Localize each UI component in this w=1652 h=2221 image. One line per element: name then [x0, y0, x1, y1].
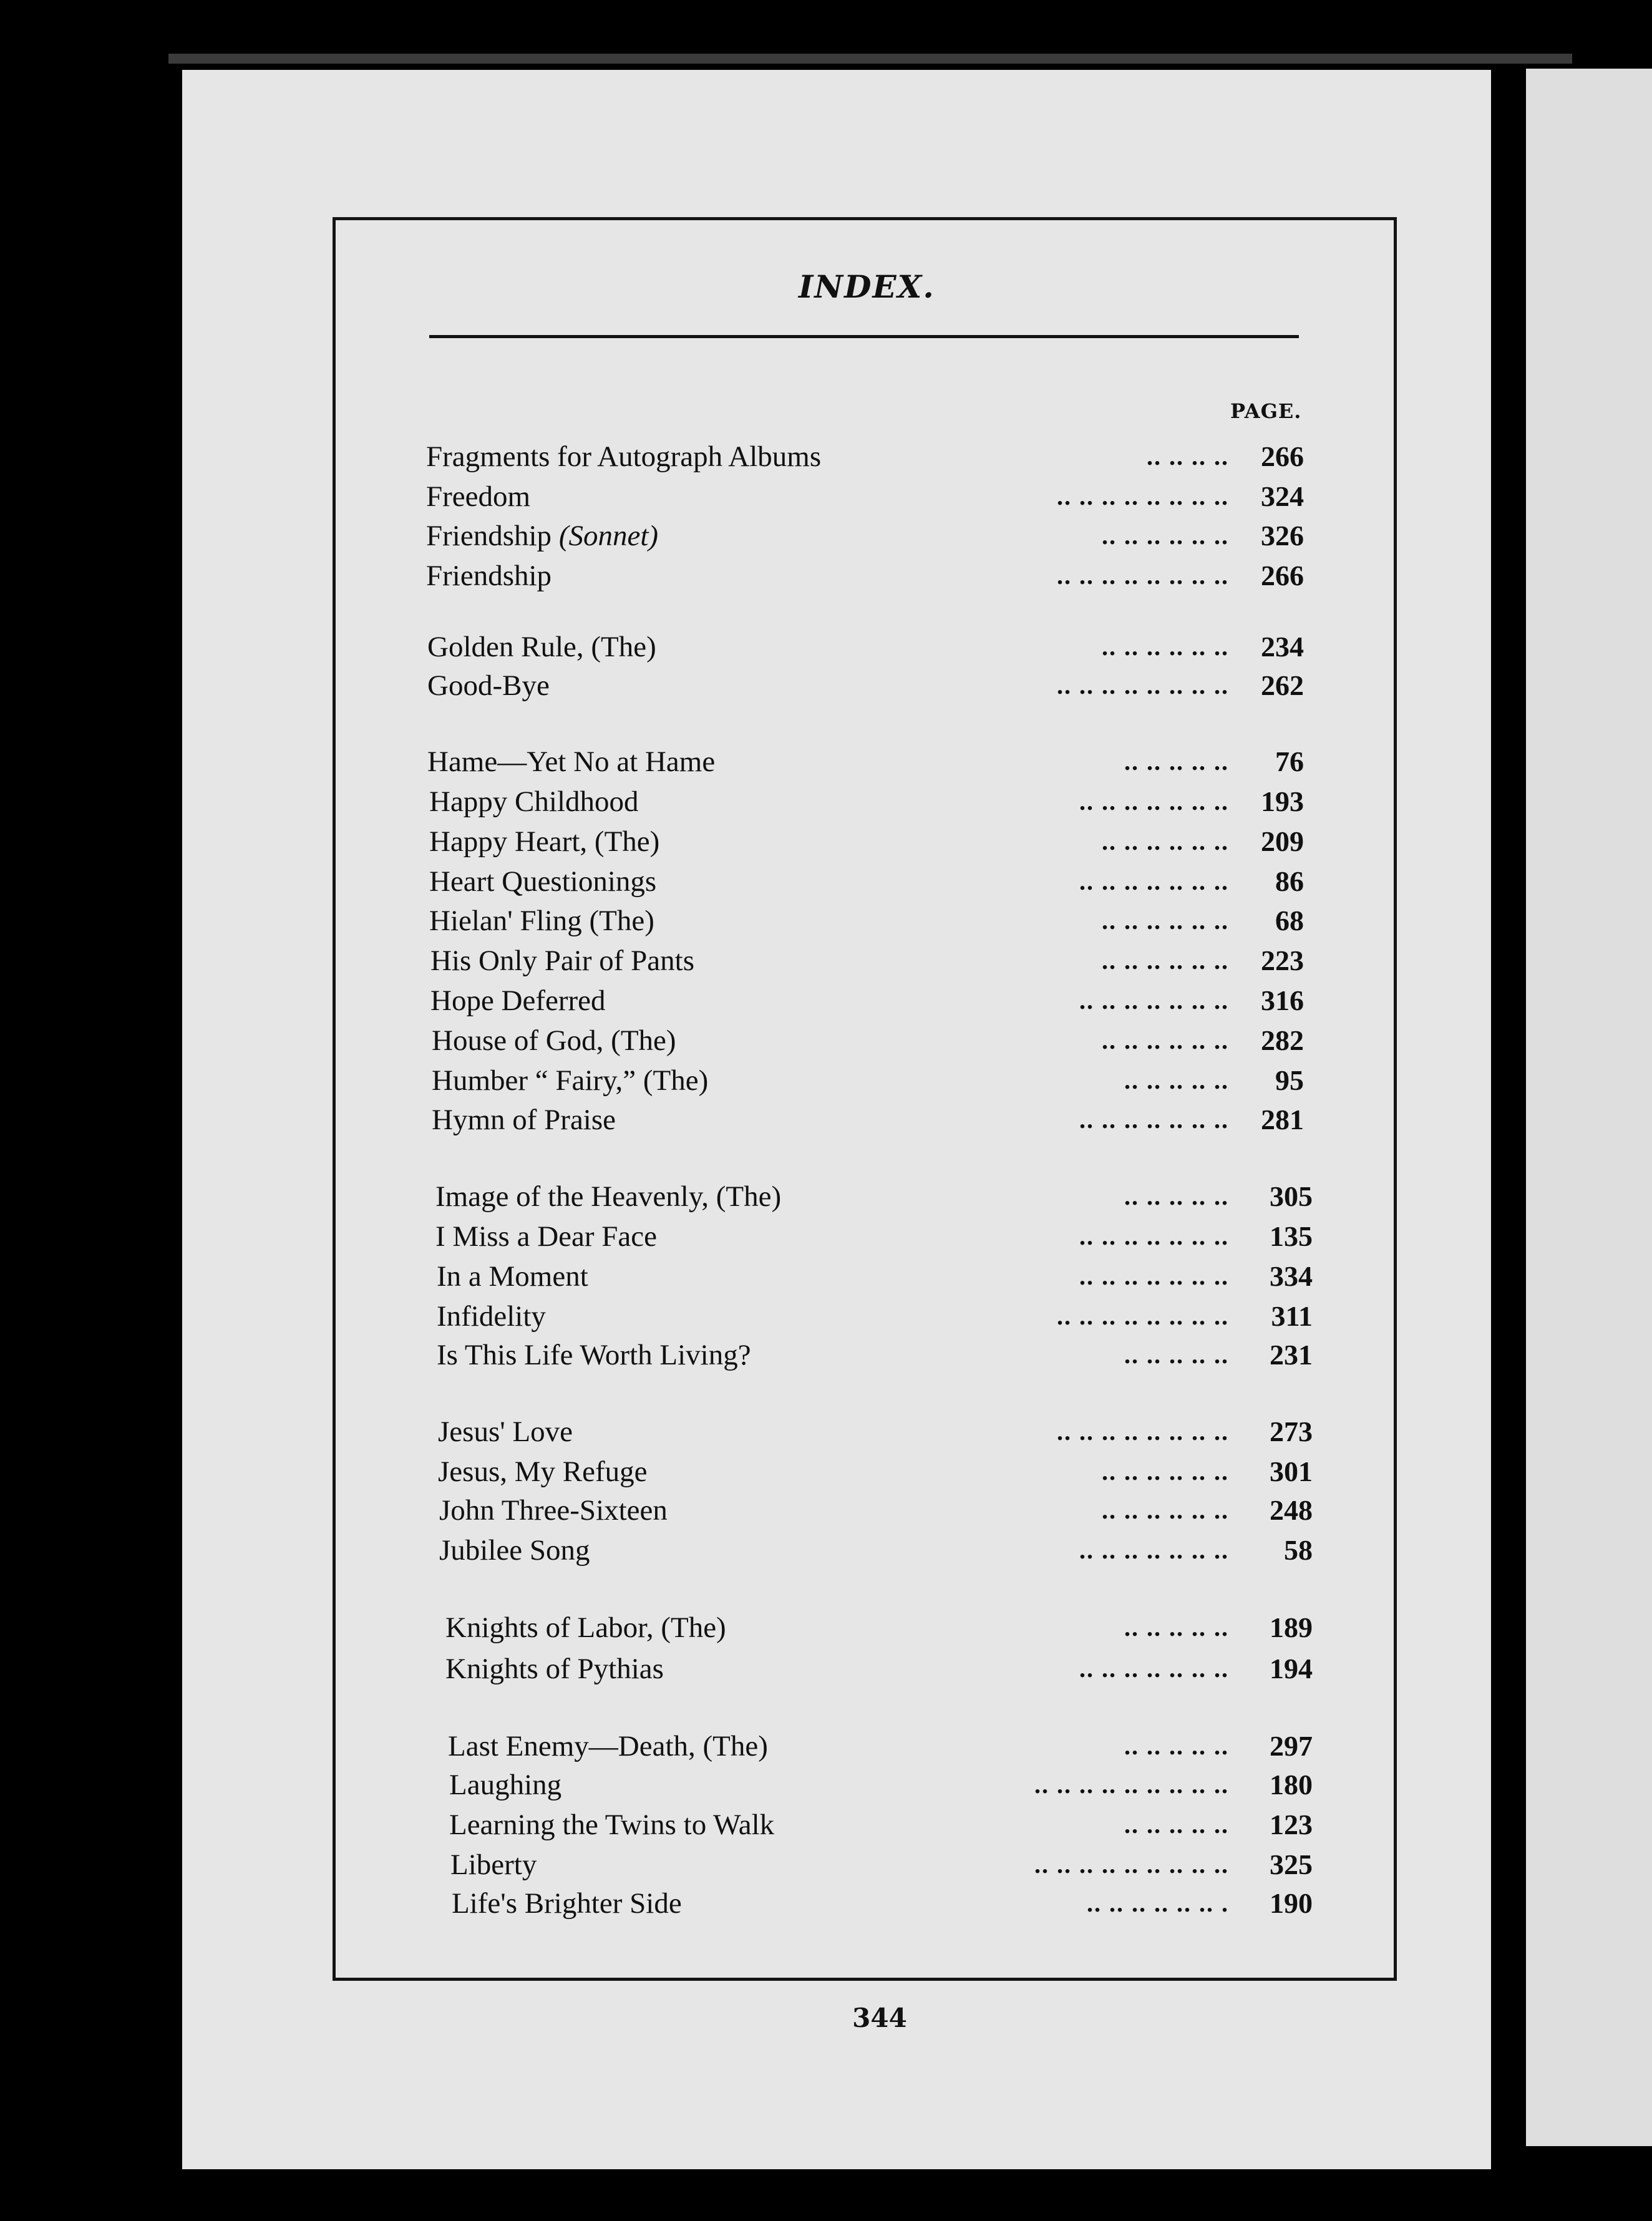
- entry-page-number: 209: [1261, 825, 1304, 857]
- entry-title: Jubilee Song: [439, 1534, 590, 1567]
- index-entry: [435, 1179, 1329, 1215]
- entry-title: Life's Brighter Side: [452, 1887, 682, 1920]
- entry-title: I Miss a Dear Face: [435, 1220, 657, 1253]
- entry-title: His Only Pair of Pants: [430, 945, 694, 977]
- dot-leader: .. .. .. .. .. .. .. .. ..: [1034, 1771, 1229, 1799]
- entry-title: Humber “ Fairy,” (The): [432, 1064, 709, 1097]
- index-entry: [429, 903, 1329, 939]
- index-entry: [426, 479, 1329, 515]
- adjacent-page-edge: [1526, 69, 1652, 2146]
- entry-page-number: 58: [1284, 1534, 1313, 1566]
- index-title: INDEX.: [799, 268, 935, 305]
- entry-title: Fragments for Autograph Albums: [426, 440, 822, 473]
- dot-leader: .. .. .. .. .. .. ..: [1079, 986, 1229, 1014]
- entry-page-number: 311: [1271, 1300, 1313, 1332]
- index-entry: [432, 1062, 1329, 1099]
- dot-leader: .. .. .. .. .. .. .: [1087, 1889, 1229, 1917]
- entry-title: Is This Life Worth Living?: [437, 1339, 751, 1371]
- entry-title: Happy Heart, (The): [429, 825, 660, 858]
- entry-page-number: 248: [1270, 1494, 1313, 1526]
- dot-leader: .. .. .. .. .. .. ..: [1079, 1222, 1229, 1250]
- entry-title: Image of the Heavenly, (The): [435, 1180, 782, 1213]
- dot-leader: .. .. .. .. ..: [1124, 747, 1229, 775]
- index-entry: [452, 1885, 1329, 1922]
- entry-page-number: 281: [1261, 1104, 1304, 1135]
- entry-page-number: 266: [1261, 560, 1304, 591]
- entry-page-number: 334: [1270, 1260, 1313, 1292]
- entry-page-number: 305: [1270, 1180, 1313, 1212]
- entry-page-number: 273: [1270, 1416, 1313, 1447]
- entry-page-number: 282: [1261, 1024, 1304, 1056]
- index-entry: [430, 943, 1329, 979]
- entry-page-number: 193: [1261, 785, 1304, 817]
- dot-leader: .. .. .. .. .. .. .. ..: [1057, 482, 1229, 510]
- entry-page-number: 316: [1261, 984, 1304, 1016]
- index-entry: [427, 629, 1329, 665]
- entry-page-number: 325: [1270, 1849, 1313, 1880]
- dot-leader: .. .. .. .. .. ..: [1102, 906, 1229, 935]
- entry-title: Jesus' Love: [438, 1416, 573, 1448]
- entry-page-number: 326: [1261, 520, 1304, 552]
- entry-title: In a Moment: [437, 1260, 588, 1293]
- index-entry: [429, 784, 1329, 820]
- dot-leader: .. .. .. .. ..: [1124, 1810, 1229, 1839]
- entry-page-number: 68: [1275, 905, 1304, 936]
- entry-title: Hymn of Praise: [432, 1104, 616, 1136]
- scan-edge: [168, 54, 1572, 64]
- dot-leader: .. .. .. .. .. .. .. ..: [1057, 1417, 1229, 1446]
- entry-page-number: 231: [1270, 1339, 1313, 1371]
- entry-title: Learning the Twins to Walk: [449, 1809, 775, 1841]
- index-entry: [426, 558, 1329, 594]
- index-entry: [439, 1532, 1329, 1568]
- index-entry: [430, 983, 1329, 1019]
- entry-title: Heart Questionings: [429, 865, 657, 898]
- entry-page-number: 190: [1270, 1887, 1313, 1919]
- dot-leader: .. .. .. .. .. ..: [1102, 633, 1229, 661]
- dot-leader: .. .. .. .. .. ..: [1102, 522, 1229, 550]
- dot-leader: .. .. .. .. .. .. ..: [1079, 1655, 1229, 1683]
- index-entry: [429, 863, 1329, 900]
- page-column-label: PAGE.: [1230, 399, 1302, 423]
- entry-title: Happy Childhood: [429, 785, 639, 818]
- dot-leader: .. .. .. .. .. ..: [1102, 946, 1229, 974]
- index-entry: [450, 1847, 1329, 1883]
- dot-leader: .. .. .. .. .. ..: [1102, 827, 1229, 855]
- index-entry: [432, 1102, 1329, 1138]
- dot-leader: .. .. .. .. .. .. ..: [1079, 1106, 1229, 1134]
- entry-title: Knights of Pythias: [445, 1653, 664, 1685]
- entry-title: Infidelity: [437, 1300, 546, 1333]
- entry-title: Liberty: [450, 1849, 537, 1881]
- entry-title: Last Enemy—Death, (The): [448, 1730, 768, 1762]
- entry-title: Hope Deferred: [430, 984, 606, 1017]
- index-entry: [426, 439, 1329, 475]
- index-entry: [432, 1023, 1329, 1059]
- dot-leader: .. .. .. ..: [1147, 442, 1229, 470]
- entry-page-number: 180: [1270, 1769, 1313, 1801]
- index-entry: [439, 1492, 1329, 1528]
- index-entry: [426, 518, 1329, 554]
- index-entry: [437, 1258, 1329, 1295]
- entry-title: Hame—Yet No at Hame: [427, 746, 716, 778]
- index-entry: [429, 824, 1329, 860]
- entry-page-number: 297: [1270, 1730, 1313, 1762]
- entry-title: Golden Rule, (The): [427, 631, 656, 663]
- dot-leader: .. .. .. .. .. .. .. ..: [1057, 561, 1229, 590]
- dot-leader: .. .. .. .. .. .. ..: [1079, 1262, 1229, 1290]
- entry-title: House of God, (The): [432, 1024, 676, 1057]
- index-entry: [438, 1454, 1329, 1490]
- entry-page-number: 123: [1270, 1809, 1313, 1840]
- index-entry: [449, 1807, 1329, 1843]
- dot-leader: .. .. .. .. ..: [1124, 1066, 1229, 1094]
- entry-title: Laughing: [449, 1769, 562, 1801]
- entry-page-number: 95: [1275, 1064, 1304, 1096]
- index-entry: [445, 1651, 1329, 1687]
- entry-page-number: 223: [1261, 945, 1304, 976]
- dot-leader: .. .. .. .. ..: [1124, 1732, 1229, 1760]
- index-entry: [427, 668, 1329, 704]
- entry-page-number: 324: [1261, 480, 1304, 512]
- dot-leader: .. .. .. .. .. ..: [1102, 1496, 1229, 1524]
- index-entry: [438, 1414, 1329, 1450]
- entry-page-number: 234: [1261, 631, 1304, 663]
- entry-title: Hielan' Fling (The): [429, 905, 654, 937]
- index-entry: [448, 1728, 1329, 1764]
- dot-leader: .. .. .. .. .. .. ..: [1079, 1536, 1229, 1564]
- entry-title: Knights of Labor, (The): [445, 1611, 726, 1644]
- entry-page-number: 262: [1261, 669, 1304, 701]
- entry-title: Friendship: [426, 560, 552, 592]
- entry-page-number: 76: [1275, 746, 1304, 777]
- dot-leader: .. .. .. .. ..: [1124, 1613, 1229, 1641]
- entry-title: John Three-Sixteen: [439, 1494, 668, 1527]
- index-entry: [445, 1610, 1329, 1646]
- dot-leader: .. .. .. .. ..: [1124, 1182, 1229, 1210]
- entry-title: Good-Bye: [427, 669, 550, 702]
- dot-leader: .. .. .. .. .. .. .. ..: [1057, 671, 1229, 699]
- index-entry: [435, 1218, 1329, 1255]
- index-entry: [449, 1767, 1329, 1803]
- dot-leader: .. .. .. .. .. .. ..: [1079, 787, 1229, 815]
- dot-leader: .. .. .. .. .. .. .. .. ..: [1034, 1850, 1229, 1878]
- entry-title: Friendship (Sonnet): [426, 520, 659, 552]
- entry-page-number: 86: [1275, 865, 1304, 897]
- index-entry: [437, 1337, 1329, 1373]
- entry-page-number: 189: [1270, 1611, 1313, 1643]
- dot-leader: .. .. .. .. .. ..: [1102, 1026, 1229, 1054]
- entry-title: Freedom: [426, 480, 531, 513]
- title-rule: [429, 335, 1299, 338]
- index-entry: [427, 744, 1329, 780]
- dot-leader: .. .. .. .. .. ..: [1102, 1457, 1229, 1485]
- entry-page-number: 301: [1270, 1456, 1313, 1487]
- page-folio: 344: [852, 2003, 907, 2033]
- entry-subtitle: (Sonnet): [558, 520, 659, 552]
- entry-title: Jesus, My Refuge: [438, 1456, 648, 1488]
- dot-leader: .. .. .. .. .. .. .. ..: [1057, 1302, 1229, 1330]
- entry-page-number: 194: [1270, 1653, 1313, 1684]
- dot-leader: .. .. .. .. ..: [1124, 1341, 1229, 1369]
- entry-page-number: 135: [1270, 1220, 1313, 1252]
- entry-page-number: 266: [1261, 440, 1304, 472]
- index-entry: [437, 1298, 1329, 1334]
- dot-leader: .. .. .. .. .. .. ..: [1079, 867, 1229, 895]
